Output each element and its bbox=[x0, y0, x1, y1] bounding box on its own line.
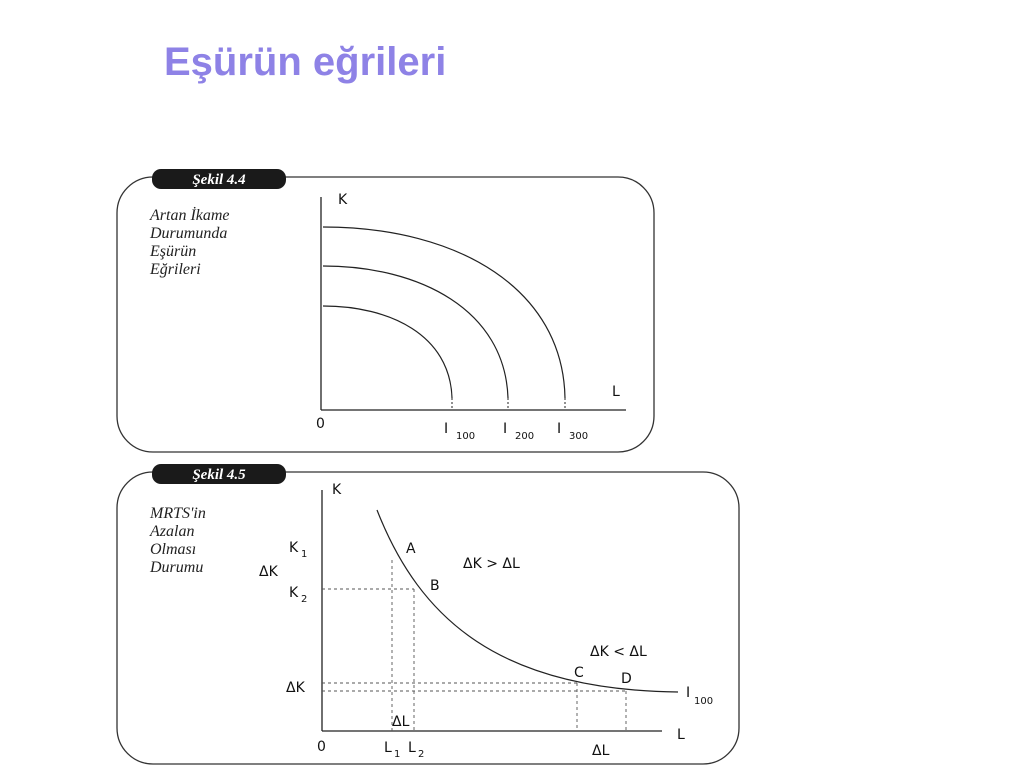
label-l2-sub: 2 bbox=[418, 749, 425, 760]
figure-4-4-y-axis-label: K bbox=[338, 192, 348, 208]
label-k2: K bbox=[289, 585, 299, 601]
isoquant-curve-i200 bbox=[323, 266, 508, 398]
isoquant-label-i200: I bbox=[503, 421, 508, 437]
figure-4-4-caption-line: Artan İkame bbox=[150, 207, 230, 224]
label-delta-l-inner: ΔL bbox=[392, 714, 410, 730]
label-l1-sub: 1 bbox=[394, 749, 401, 760]
figure-4-5 bbox=[117, 464, 739, 764]
isoquant-sub-i300: 300 bbox=[569, 431, 589, 442]
isoquant-curve-i300 bbox=[323, 227, 565, 398]
figure-4-5-x-axis-label: L bbox=[677, 727, 685, 743]
figure-4-5-origin-label: 0 bbox=[317, 739, 326, 755]
slide-title: Eşürün eğrileri bbox=[164, 40, 447, 84]
figure-4-4-caption-line: Eğrileri bbox=[150, 261, 201, 278]
figure-4-4-origin-label: 0 bbox=[316, 416, 325, 432]
label-k2-sub: 2 bbox=[301, 594, 308, 605]
isoquant-sub-i100-mrts: 100 bbox=[694, 696, 714, 707]
relation-lower: ΔK < ΔL bbox=[590, 644, 647, 660]
isoquant-curve-i100-mrts bbox=[377, 510, 678, 692]
figure-4-5-caption-line: MRTS'in bbox=[150, 505, 206, 522]
isoquant-label-i300: I bbox=[557, 421, 562, 437]
figure-4-4-badge-text: Şekil 4.4 bbox=[192, 172, 246, 188]
label-k1-sub: 1 bbox=[301, 549, 308, 560]
figure-4-5-caption-line: Durumu bbox=[150, 559, 204, 576]
figure-4-5-frame bbox=[117, 472, 739, 764]
point-d-label: D bbox=[621, 671, 632, 687]
figure-4-5-caption-line: Olması bbox=[150, 541, 197, 558]
label-l2: L bbox=[408, 740, 416, 756]
label-k1: K bbox=[289, 540, 299, 556]
point-c-label: C bbox=[574, 665, 584, 681]
isoquant-label-i100: I bbox=[444, 421, 449, 437]
isoquant-curve-i100 bbox=[323, 306, 452, 398]
figure-4-4-caption-line: Eşürün bbox=[150, 243, 197, 260]
relation-upper: ΔK > ΔL bbox=[463, 556, 520, 572]
label-delta-k-bottom: ΔK bbox=[286, 680, 305, 696]
point-a-label: A bbox=[406, 541, 416, 557]
figure-4-5-badge-text: Şekil 4.5 bbox=[192, 467, 246, 483]
label-l1: L bbox=[384, 740, 392, 756]
figure-4-5-caption-line: Azalan bbox=[150, 523, 195, 540]
isoquant-label-i100-mrts: I bbox=[686, 685, 691, 701]
figure-4-4 bbox=[117, 169, 654, 452]
figure-4-4-caption-line: Durumunda bbox=[150, 225, 228, 242]
guide-lines bbox=[322, 560, 626, 731]
isoquant-sub-i200: 200 bbox=[515, 431, 535, 442]
point-b-label: B bbox=[430, 578, 440, 594]
figure-4-4-x-axis-label: L bbox=[612, 384, 620, 400]
isoquant-sub-i100: 100 bbox=[456, 431, 476, 442]
figure-4-5-y-axis-label: K bbox=[332, 482, 342, 498]
label-delta-k-top: ΔK bbox=[259, 564, 278, 580]
label-delta-l-bottom: ΔL bbox=[592, 743, 610, 759]
